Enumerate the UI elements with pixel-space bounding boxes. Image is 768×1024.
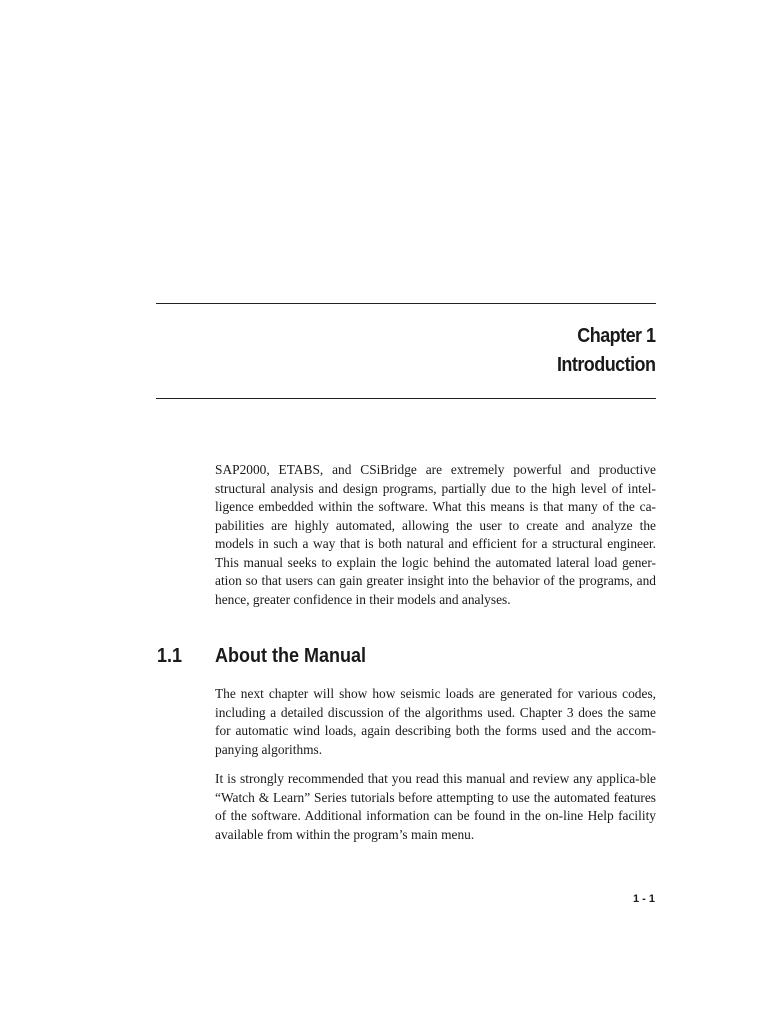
chapter-top-rule <box>156 303 656 304</box>
page-number: 1 - 1 <box>632 893 655 905</box>
section-paragraph: It is strongly recommended that you read this manual and review any applica-ble “Watch & Learn” Series tutorials before attempting to use the automated features of the software. Additional information can be found in the on-line Help facility available from within the program’s main menu. <box>215 771 656 842</box>
chapter-bottom-rule <box>156 398 656 399</box>
chapter-number-label: Chapter 1 <box>576 325 655 347</box>
chapter-title: Introduction <box>556 354 655 376</box>
section-paragraph: The next chapter will show how seismic loads are generated for various codes, including a detailed discussion of the algorithms used. Chapter 3 does the same for automatic wind loads, again describing both the forms used and the accom-panying algorithms. <box>215 686 656 757</box>
chapter-heading <box>556 322 655 380</box>
section-title: About the Manual <box>215 645 366 667</box>
intro-paragraph: SAP2000, ETABS, and CSiBridge are extremely powerful and productive structural analysis and design programs, partially due to the high level of intel-ligence embedded within the software. What this means is that many of the ca-pabilities are highly automated, allowing the user to create and analyze the models in such a way that is both natural and efficient for a structural engineer. This manual seeks to explain the logic behind the automated lateral load gener-ation so that users can gain greater insight into the behavior of the programs, and hence, greater confidence in their models and analyses. <box>215 462 656 607</box>
section-number: 1.1 <box>157 645 183 667</box>
